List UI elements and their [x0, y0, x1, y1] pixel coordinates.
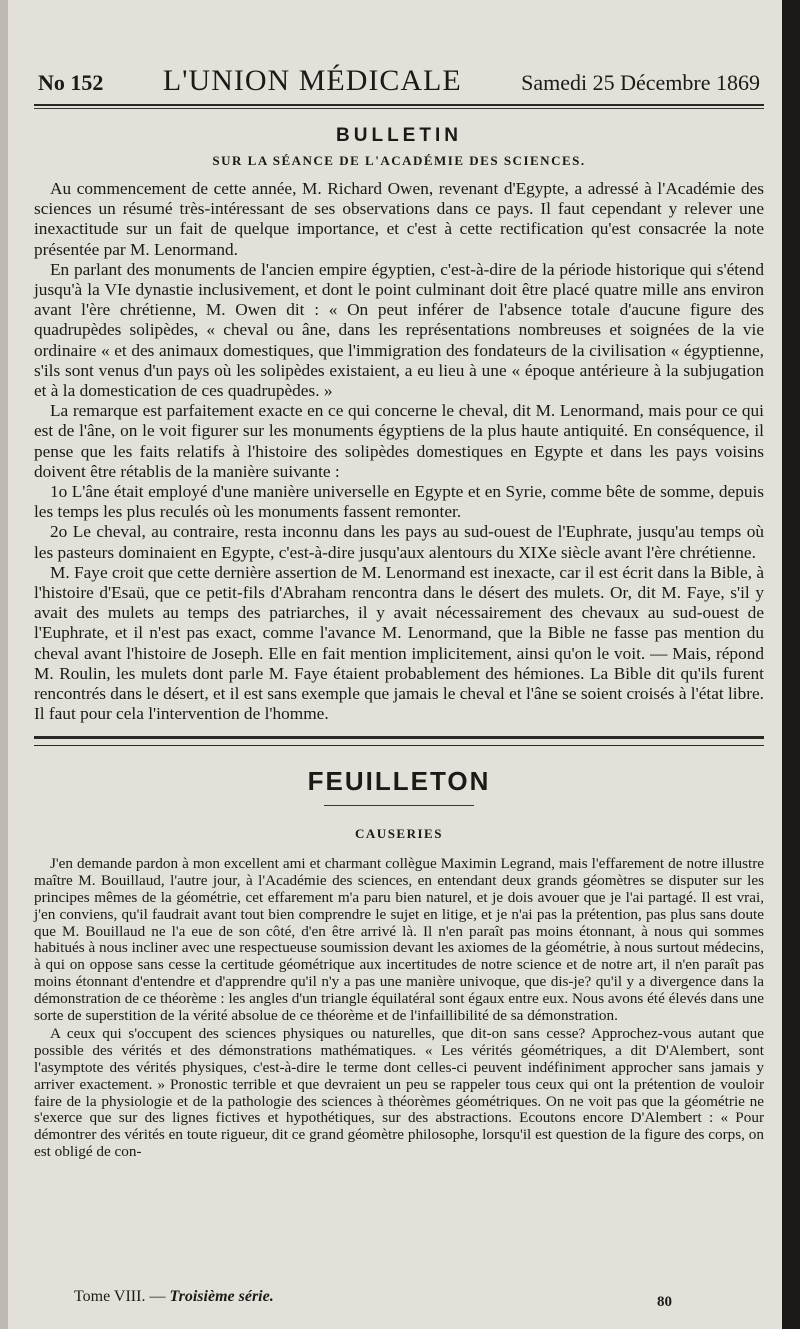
footer-series: Troisième série. [169, 1288, 274, 1305]
bulletin-paragraph: La remarque est parfaitement exacte en ce qui concerne le cheval, dit M. Lenormand, mais pour ce qui est de l'âne, on le voit figurer sur les monuments égyptiens de la plus haute antiquité. En conséquence, il pense que les faits relatifs à l'histoire des solipèdes domestiques en Egypte et dans les pays voisins doivent être rétablis de la manière suivante : [34, 401, 764, 481]
page-footer [74, 1288, 740, 1306]
feuilleton-paragraph: J'en demande pardon à mon excellent ami et charmant collègue Maximin Legrand, mais l'effarement de notre illustre maître M. Bouillaud, l'autre jour, à l'Académie des sciences, en entendant deux grands géomètres se disputer sur les principes mêmes de la géométrie, cet effarement m'a paru bien naturel, et je dois avouer que je l'ai partagé. Il est vrai, j'en conviens, qu'il faudrait avant tout bien comprendre le sujet en litige, et je n'ai pas la prétention, pas plus sans doute que M. Bouillaud ne l'a eue de son côté, d'en être arrivé là. Il n'en paraît pas moins étonnant, à nous qui sommes habitués à nous incliner avec une respectueuse soumission devant les axiomes de la géométrie, à nous surtout médecins, à qui on oppose sans cesse la certitude géométrique aux incertitudes de notre science et de notre art, il n'en paraît pas moins étonnant d'entendre et d'apprendre qu'il n'y a pas une manière univoque, que dis-je? qu'il y a divergence dans la démonstration de ce théorème : les angles d'un triangle équilatéral sont égaux entre eux. Nous avons été élevés dans une sorte de superstition de la vérité absolue de ce théorème et de l'infaillibilité de sa démonstration. [34, 855, 764, 1024]
bulletin-paragraph: M. Faye croit que cette dernière assertion de M. Lenormand est inexacte, car il est écrit dans la Bible, à l'histoire d'Esaü, que ce petit-fils d'Abraham rencontra dans le désert des mulets. Or, dit M. Faye, s'il y avait des mulets au temps des patriarches, il y avait nécessairement des chevaux au sud-ouest de l'Euphrate, et il n'est pas exact, comme l'avance M. Lenormand, que la Bible ne fasse pas mention du cheval avant l'histoire de Joseph. Elle en fait mention implicitement, ainsi qu'on le voit. — Mais, répond M. Roulin, les mulets dont parle M. Faye étaient probablement des hémiones. La Bible dit qu'ils furent rencontrés dans le désert, et il est sans exemple que jamais le cheval et l'âne se soient croisés à l'état libre. Il faut pour cela l'intervention de l'homme. [34, 562, 764, 724]
section-divider [34, 736, 764, 746]
page-number: 80 [657, 1294, 672, 1310]
bulletin-paragraph: 1o L'âne était employé d'une manière universelle en Egypte et en Syrie, comme bête de somme, depuis les temps les plus reculés où les monuments fassent remonter. [34, 482, 764, 522]
bulletin-body [34, 179, 764, 724]
bulletin-paragraph: 2o Le cheval, au contraire, resta inconnu dans les pays au sud-ouest de l'Euphrate, jusqu'au temps où les pasteurs dominaient en Egypte, c'est-à-dire jusqu'aux alentours du XIXe siècle avant l'ère chrétienne. [34, 522, 764, 562]
bulletin-paragraph: Au commencement de cette année, M. Richard Owen, revenant d'Egypte, a adressé à l'Académie des sciences un résumé très-intéressant de ses observations dans ce pays. Il faut cependant y relever une inexactitude sur un fait de quelque importance, et c'est à cette rectification qu'est consacrée la note présentée par M. Lenormand. [34, 179, 764, 259]
feuilleton-body [34, 856, 764, 1160]
journal-title: L'UNION MÉDICALE [162, 64, 462, 97]
feuilleton-subheading: CAUSERIES [355, 826, 443, 842]
bulletin-subheading: SUR LA SÉANCE DE L'ACADÉMIE DES SCIENCES. [212, 153, 586, 168]
masthead [34, 30, 764, 106]
feuilleton-rule [324, 805, 474, 806]
issue-date: Samedi 25 Décembre 1869 [521, 70, 760, 95]
footer-tome: Tome VIII. — [74, 1288, 166, 1305]
issue-number: No 152 [38, 70, 104, 95]
masthead-rule [34, 108, 764, 109]
page-edge-left [0, 0, 8, 1329]
page-edge-right [782, 0, 800, 1329]
bulletin-heading: BULLETIN [336, 125, 462, 146]
feuilleton-heading: FEUILLETON [307, 766, 491, 797]
bulletin-paragraph: En parlant des monuments de l'ancien empire égyptien, c'est-à-dire de la période historique qui s'étend jusqu'à la VIe dynastie inclusivement, et dont le point culminant doit être placé quatre mille ans environ avant l'ère chrétienne, M. Owen dit : « On peut inférer de l'absence totale d'aucune figure des quadrupèdes solipèdes, « cheval ou âne, dans les représentations nombreuses et soignées de la vie ordinaire « et des animaux domestiques, que l'immigration des fondateurs de la civilisation « égyptienne, s'ils sont venus d'un pays où les solipèdes existaient, a eu lieu à une « époque antérieure à la subjugation et à la domestication de ces quadrupèdes. » [34, 259, 764, 401]
footer-volume [74, 1288, 274, 1306]
feuilleton-paragraph: A ceux qui s'occupent des sciences physiques ou naturelles, que dit-on sans cesse? Approchez-vous autant que possible des vérités et des démonstrations mathématiques. « Les vérités géométriques, a dit D'Alembert, sont l'asymptote des vérités physiques, c'est-à-dire le terme dont celles-ci peuvent indéfiniment approcher sans jamais y arriver exactement. » Pronostic terrible et que devraient un peu se rappeler tous ceux qui ont la prétention de vouloir faire de la physiologie et de la pathologie des sciences à théorèmes géométriques. On ne voit pas que la géométrie ne s'exerce que sur des lignes fictives et hypothétiques, sur des abstractions. Ecoutons encore D'Alembert : « Pour démontrer des vérités en toute rigueur, dit ce grand géomètre philosophe, lorsqu'il est question de la figure des corps, on est obligé de con- [34, 1025, 764, 1161]
